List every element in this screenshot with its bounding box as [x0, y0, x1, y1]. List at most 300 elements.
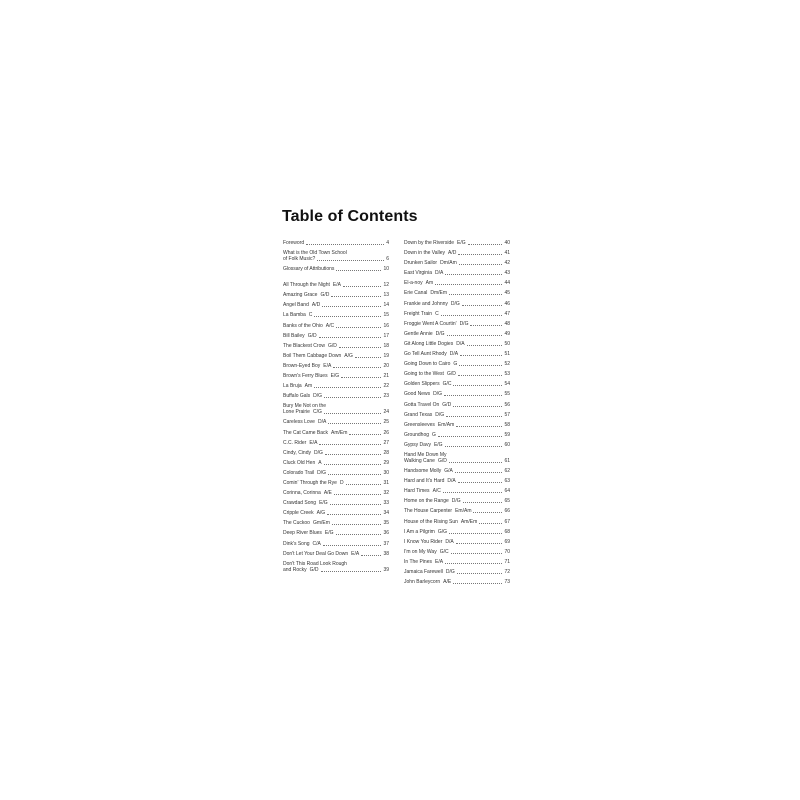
toc-entry-title: Hard and It's Hard: [404, 478, 445, 485]
toc-entry[interactable]: [283, 430, 389, 436]
dot-leader: [449, 533, 502, 534]
toc-entry-line: [283, 419, 389, 425]
toc-entry[interactable]: [283, 490, 389, 496]
toc-entry-title: Boil Them Cabbage Down: [283, 352, 342, 359]
toc-entry-chords: C/G: [312, 409, 322, 416]
toc-entry[interactable]: [404, 452, 510, 464]
toc-entry-page: 21: [383, 373, 389, 380]
toc-entry-line: [404, 478, 510, 484]
toc-entry-chords: D/G: [317, 469, 327, 476]
toc-entry-line: [404, 270, 510, 276]
toc-entry-title: Handsome Molly: [404, 468, 442, 475]
toc-entry-line: [283, 393, 389, 399]
toc-entry-title: La Bamba: [283, 312, 306, 319]
toc-entry-title: The Cuckoo: [283, 520, 310, 527]
toc-entry[interactable]: [404, 402, 510, 408]
toc-entry-page: 67: [504, 518, 510, 525]
toc-entry[interactable]: [283, 266, 389, 272]
toc-entry-page: 50: [504, 340, 510, 347]
toc-entry-title: Dink's Song: [283, 540, 310, 547]
toc-entry-line: [404, 280, 510, 286]
toc-entry-page: 33: [383, 500, 389, 507]
toc-entry-line: [404, 301, 510, 307]
toc-entry[interactable]: [404, 341, 510, 347]
toc-entry-page: 56: [504, 401, 510, 408]
toc-entry-chords: G/D: [309, 566, 319, 573]
toc-entry-chords: G/C: [442, 381, 452, 388]
toc-entry[interactable]: [283, 460, 389, 466]
toc-entry-line: [404, 311, 510, 317]
dot-leader: [460, 355, 502, 356]
dot-leader: [458, 375, 503, 376]
toc-entry[interactable]: [404, 442, 510, 448]
toc-entry-chords: E/A: [309, 439, 318, 446]
toc-entry[interactable]: [404, 569, 510, 575]
toc-entry-line: [404, 290, 510, 296]
toc-entry[interactable]: [404, 498, 510, 504]
toc-entry[interactable]: [404, 381, 510, 387]
toc-entry-chords: G/A: [444, 468, 453, 475]
toc-entry-title: The Blackest Crow: [283, 342, 325, 349]
toc-entry-title: La Bruja: [283, 383, 302, 390]
toc-entry[interactable]: [283, 343, 389, 349]
toc-entry-title: Amazing Grace: [283, 292, 318, 299]
toc-entry-line: [404, 432, 510, 438]
toc-entry-line: [404, 371, 510, 377]
dot-leader: [463, 502, 503, 503]
toc-entry-page: 52: [504, 361, 510, 368]
dot-leader: [317, 260, 384, 261]
toc-entry-title: Gentle Annie: [404, 330, 433, 337]
toc-entry-title: I Know You Rider: [404, 538, 443, 545]
toc-entry-page: 20: [383, 362, 389, 369]
toc-entry-line: [404, 321, 510, 327]
toc-entry[interactable]: [283, 282, 389, 288]
toc-entry[interactable]: [283, 393, 389, 399]
toc-entry-chords: D/G: [451, 498, 461, 505]
toc-entry-title: Going to the West: [404, 371, 444, 378]
dot-leader: [459, 264, 503, 265]
toc-entry[interactable]: [404, 240, 510, 246]
toc-entry-chords: G/D: [320, 292, 330, 299]
dot-leader: [444, 395, 502, 396]
dot-leader: [343, 286, 381, 287]
toc-entry-title: Colorado Trail: [283, 469, 315, 476]
dot-leader: [324, 413, 382, 414]
toc-entry-title: Crawdad Song: [283, 500, 317, 507]
toc-entry-page: 19: [383, 352, 389, 359]
toc-entry-chords: A/E: [323, 490, 332, 497]
toc-entry-title: of Folk Music?: [283, 256, 316, 263]
toc-entry-chords: D/G: [459, 320, 469, 327]
toc-entry-title: East Virginia: [404, 270, 432, 277]
dot-leader: [349, 434, 381, 435]
toc-entry-line: [283, 240, 389, 246]
toc-entry-line: [404, 250, 510, 256]
toc-entry-title: and Rocky: [283, 566, 307, 573]
toc-entry-page: 6: [386, 256, 389, 263]
toc-entry[interactable]: [404, 270, 510, 276]
toc-entry[interactable]: [283, 541, 389, 547]
toc-entry-chords: A: [318, 459, 322, 466]
toc-entry-title: Corinna, Corinna: [283, 490, 321, 497]
toc-entry-chords: E/G: [330, 373, 340, 380]
toc-entry-line: [283, 440, 389, 446]
toc-entry[interactable]: [404, 361, 510, 367]
toc-column-right: [404, 240, 510, 589]
dot-leader: [361, 555, 381, 556]
toc-entry[interactable]: [404, 391, 510, 397]
dot-leader: [456, 543, 503, 544]
dot-leader: [319, 337, 382, 338]
toc-entry[interactable]: [404, 422, 510, 428]
dot-leader: [458, 482, 503, 483]
toc-entry[interactable]: [283, 333, 389, 339]
toc-entry-line: [404, 549, 510, 555]
toc-entry-chords: Am: [304, 383, 313, 390]
toc-entry-page: 25: [383, 419, 389, 426]
toc-entry[interactable]: [283, 530, 389, 536]
toc-entry-line: [404, 498, 510, 504]
toc-entry-line: [404, 331, 510, 337]
toc-entry-line: [283, 567, 389, 573]
toc-entry-chords: D/A: [445, 538, 454, 545]
dot-leader: [453, 385, 502, 386]
toc-entry-page: 41: [504, 250, 510, 257]
dot-leader: [314, 387, 381, 388]
dot-leader: [319, 444, 381, 445]
toc-entry-chords: D/A: [434, 270, 444, 277]
toc-entry-page: 12: [383, 282, 389, 289]
toc-entry-page: 64: [504, 488, 510, 495]
toc-entry[interactable]: [404, 508, 510, 514]
toc-entry-page: 32: [383, 490, 389, 497]
toc-entry-title: Brown-Eyed Boy: [283, 362, 321, 369]
toc-entry-title: House of the Rising Sun: [404, 518, 458, 525]
toc-entry[interactable]: [404, 559, 510, 565]
toc-entry-line: [283, 323, 389, 329]
dot-leader: [321, 571, 382, 572]
toc-entry-title: Gotta Travel On: [404, 401, 440, 408]
dot-leader: [328, 474, 381, 475]
toc-entry[interactable]: [283, 419, 389, 425]
dot-leader: [457, 573, 503, 574]
toc-entry-page: 18: [383, 342, 389, 349]
toc-entry-chords: D/A: [447, 478, 456, 485]
toc-entry-chords: G/C: [439, 548, 449, 555]
toc-entry-line: [283, 551, 389, 557]
toc-entry[interactable]: [283, 383, 389, 389]
toc-entry[interactable]: [283, 450, 389, 456]
toc-entry-title: Cluck Old Hen: [283, 459, 316, 466]
toc-entry-line: [404, 468, 510, 474]
dot-leader: [336, 327, 381, 328]
toc-entry-page: 14: [383, 302, 389, 309]
dot-leader: [456, 426, 502, 427]
toc-entry-line: [283, 363, 389, 369]
dot-leader: [446, 416, 502, 417]
toc-entry-page: 44: [504, 280, 510, 287]
toc-entry-chords: A/G: [316, 510, 326, 517]
dot-leader: [334, 494, 382, 495]
toc-entry[interactable]: [283, 403, 389, 415]
dot-leader: [447, 335, 503, 336]
toc-entry-chords: Dm/Em: [430, 290, 448, 297]
toc-entry-page: 30: [383, 469, 389, 476]
dot-leader: [458, 254, 502, 255]
dot-leader: [330, 504, 382, 505]
toc-entry-chords: E/A: [332, 282, 341, 289]
dot-leader: [306, 244, 384, 245]
toc-entry-page: 24: [383, 409, 389, 416]
toc-entry-chords: Am/Em: [460, 518, 478, 525]
toc-entry-chords: G/G: [437, 528, 448, 535]
toc-entry-title: Home on the Range: [404, 498, 449, 505]
toc-entry-page: 34: [383, 510, 389, 517]
toc-entry-chords: G: [453, 361, 458, 368]
toc-entry-line: [404, 391, 510, 397]
toc-entry-title: Greensleeves: [404, 421, 435, 428]
dot-leader: [435, 284, 502, 285]
toc-entry-chords: D/G: [433, 391, 443, 398]
toc-entry-title: The House Carpenter: [404, 508, 453, 515]
dot-leader: [445, 274, 502, 275]
toc-entry-chords: E/A: [351, 550, 360, 557]
toc-entry-chords: G/D: [307, 332, 317, 339]
dot-leader: [332, 524, 382, 525]
toc-entry[interactable]: [404, 331, 510, 337]
toc-entry-chords: D: [339, 479, 344, 486]
toc-entry-page: 40: [504, 240, 510, 246]
toc-entry[interactable]: [404, 539, 510, 545]
dot-leader: [459, 365, 502, 366]
toc-entry-page: 15: [383, 312, 389, 319]
dot-leader: [451, 553, 503, 554]
dot-leader: [453, 583, 502, 584]
toc-entry[interactable]: [283, 312, 389, 318]
dot-leader: [341, 377, 381, 378]
toc-entry-line: [404, 361, 510, 367]
toc-entry-chords: E/G: [319, 500, 328, 507]
toc-entry[interactable]: [404, 468, 510, 474]
toc-entry[interactable]: [283, 480, 389, 486]
toc-entry-line: [283, 383, 389, 389]
toc-entry-title: Banks of the Ohio: [283, 322, 323, 329]
toc-entry[interactable]: [283, 353, 389, 359]
dot-leader: [449, 462, 503, 463]
toc-entry[interactable]: [404, 488, 510, 494]
toc-entry-line: [404, 579, 510, 585]
dot-leader: [462, 305, 503, 306]
toc-entry-line: [404, 341, 510, 347]
toc-entry-page: 10: [383, 266, 389, 273]
toc-entry-page: 16: [383, 322, 389, 329]
toc-entry-page: 23: [383, 393, 389, 400]
toc-entry-page: 13: [383, 292, 389, 299]
toc-entry-title: What is the Old Town School: [283, 250, 347, 257]
dot-leader: [445, 446, 503, 447]
toc-entry-line: [283, 510, 389, 516]
toc-entry[interactable]: [404, 519, 510, 525]
toc-entry[interactable]: [404, 478, 510, 484]
toc-entry-chords: D/A: [449, 351, 459, 358]
toc-entry-title: Freight Train: [404, 310, 433, 317]
toc-entry-page: 47: [504, 310, 510, 317]
toc-entry-chords: E/G: [324, 530, 334, 537]
toc-entry-title: Angel Band: [283, 302, 309, 309]
dot-leader: [336, 534, 382, 535]
toc-entry-title: Groundhog: [404, 431, 430, 438]
toc-entry-line: [283, 530, 389, 536]
toc-entry[interactable]: [283, 292, 389, 298]
toc-entry-page: 62: [504, 468, 510, 475]
toc-entry-page: 59: [504, 431, 510, 438]
toc-entry[interactable]: [283, 240, 389, 246]
toc-entry-page: 48: [504, 320, 510, 327]
toc-entry-page: 70: [504, 548, 510, 555]
toc-entry-chords: A/C: [325, 322, 335, 329]
toc-entry-line: [404, 508, 510, 514]
toc-entry-page: 66: [504, 508, 510, 515]
toc-entry-title: El-a-noy: [404, 280, 423, 287]
toc-entry-chords: G/D: [437, 457, 447, 464]
toc-entry-page: 60: [504, 441, 510, 448]
toc-entry[interactable]: [404, 412, 510, 418]
dot-leader: [339, 347, 382, 348]
dot-leader: [453, 406, 502, 407]
dot-leader: [331, 296, 381, 297]
toc-entry[interactable]: [404, 549, 510, 555]
toc-entry[interactable]: [283, 302, 389, 308]
dot-leader: [336, 270, 381, 271]
toc-entry[interactable]: [404, 301, 510, 307]
toc-entry-title: Jamaica Farewell: [404, 569, 443, 575]
toc-entry-line: [283, 470, 389, 476]
toc-entry[interactable]: [404, 432, 510, 438]
toc-entry-chords: A/C: [432, 488, 441, 495]
toc-entry[interactable]: [404, 280, 510, 286]
toc-entry-page: 57: [504, 411, 510, 418]
toc-entry[interactable]: [283, 470, 389, 476]
dot-leader: [438, 436, 503, 437]
toc-entry-chords: Em/Am: [437, 421, 455, 428]
toc-entry-page: 22: [383, 383, 389, 390]
toc-entry-page: 51: [504, 351, 510, 358]
toc-entry-line: [404, 442, 510, 448]
toc-entry-line: [283, 312, 389, 318]
toc-entry-chords: G/D: [327, 342, 337, 349]
toc-entry-line: [283, 450, 389, 456]
toc-entry[interactable]: [283, 440, 389, 446]
toc-entry-chords: C/A: [312, 540, 321, 547]
toc-entry[interactable]: [404, 260, 510, 266]
toc-entry-line: [404, 529, 510, 535]
toc-entry[interactable]: [404, 311, 510, 317]
toc-entry-title: All Through the Night: [283, 282, 330, 289]
toc-entry[interactable]: [404, 290, 510, 296]
toc-entry-title: Lone Prairie: [283, 409, 310, 416]
dot-leader: [445, 563, 502, 564]
dot-leader: [322, 306, 381, 307]
toc-entry[interactable]: [283, 561, 389, 573]
toc-entry-page: 49: [504, 330, 510, 337]
dot-leader: [333, 367, 381, 368]
toc-entry-chords: A/E: [443, 579, 452, 586]
toc-entry-line: [283, 266, 389, 272]
toc-entry-page: 71: [504, 558, 510, 565]
toc-entry-page: 58: [504, 421, 510, 428]
toc-entry-page: 29: [383, 459, 389, 466]
toc-entry-line: [404, 488, 510, 494]
toc-entry-chords: E/G: [457, 240, 466, 246]
toc-entry-page: 45: [504, 290, 510, 297]
toc-entry-chords: D/A: [456, 340, 465, 347]
toc-entry-page: 54: [504, 381, 510, 388]
toc-entry-line: [404, 351, 510, 357]
toc-entry[interactable]: [404, 579, 510, 585]
toc-entry[interactable]: [404, 351, 510, 357]
dot-leader: [328, 423, 381, 424]
toc-entry-chords: G/D: [442, 401, 452, 408]
toc-entry-title: Don't This Road Look Rough: [283, 560, 347, 567]
toc-entry-line: [283, 480, 389, 486]
toc-entry[interactable]: [283, 510, 389, 516]
toc-entry-chords: D/A: [317, 419, 327, 426]
toc-entry[interactable]: [283, 500, 389, 506]
toc-entry-line: [283, 500, 389, 506]
toc-entry-line: [404, 539, 510, 545]
toc-entry-chords: D/G: [450, 300, 460, 307]
toc-entry[interactable]: [404, 250, 510, 256]
toc-entry-title: Buffalo Gals: [283, 393, 311, 400]
toc-entry-title: Walking Cane: [404, 457, 435, 464]
toc-entry-line: [283, 353, 389, 359]
toc-entry-title: Erie Canal: [404, 290, 428, 297]
toc-entry-line: [283, 541, 389, 547]
toc-entry[interactable]: [283, 363, 389, 369]
toc-entry-chords: D/G: [313, 393, 323, 400]
dot-leader: [346, 484, 382, 485]
toc-entry[interactable]: [404, 321, 510, 327]
toc-entry-line: [283, 430, 389, 436]
toc-entry-title: Hand Me Down My: [404, 451, 447, 458]
toc-entry-title: Brown's Ferry Blues: [283, 373, 328, 380]
toc-entry-title: I Am a Pilgrim: [404, 528, 435, 535]
toc-entry-chords: C: [435, 310, 439, 317]
toc-entry[interactable]: [283, 520, 389, 526]
toc-entry-title: Careless Love: [283, 419, 315, 426]
toc-entry-title: Good News: [404, 391, 431, 398]
toc-entry-chords: C: [308, 312, 313, 319]
toc-entry[interactable]: [404, 529, 510, 535]
toc-entry-page: 28: [383, 449, 389, 456]
toc-entry-title: Drunken Sailor: [404, 260, 438, 267]
toc-entry-page: 4: [386, 240, 389, 246]
toc-entry[interactable]: [283, 551, 389, 557]
toc-entry[interactable]: [283, 250, 389, 262]
toc-entry[interactable]: [283, 373, 389, 379]
toc-entry-chords: G/D: [446, 371, 456, 378]
toc-entry-page: 27: [383, 439, 389, 446]
toc-entry-chords: Gm/Em: [312, 520, 330, 527]
toc-entry[interactable]: [283, 323, 389, 329]
toc-entry-line: [404, 260, 510, 266]
toc-entry-page: 73: [504, 579, 510, 586]
toc-entry-chords: Am: [425, 280, 434, 287]
toc-entry[interactable]: [404, 371, 510, 377]
toc-entry-line: [283, 302, 389, 308]
toc-entry-chords: A/D: [448, 250, 457, 257]
